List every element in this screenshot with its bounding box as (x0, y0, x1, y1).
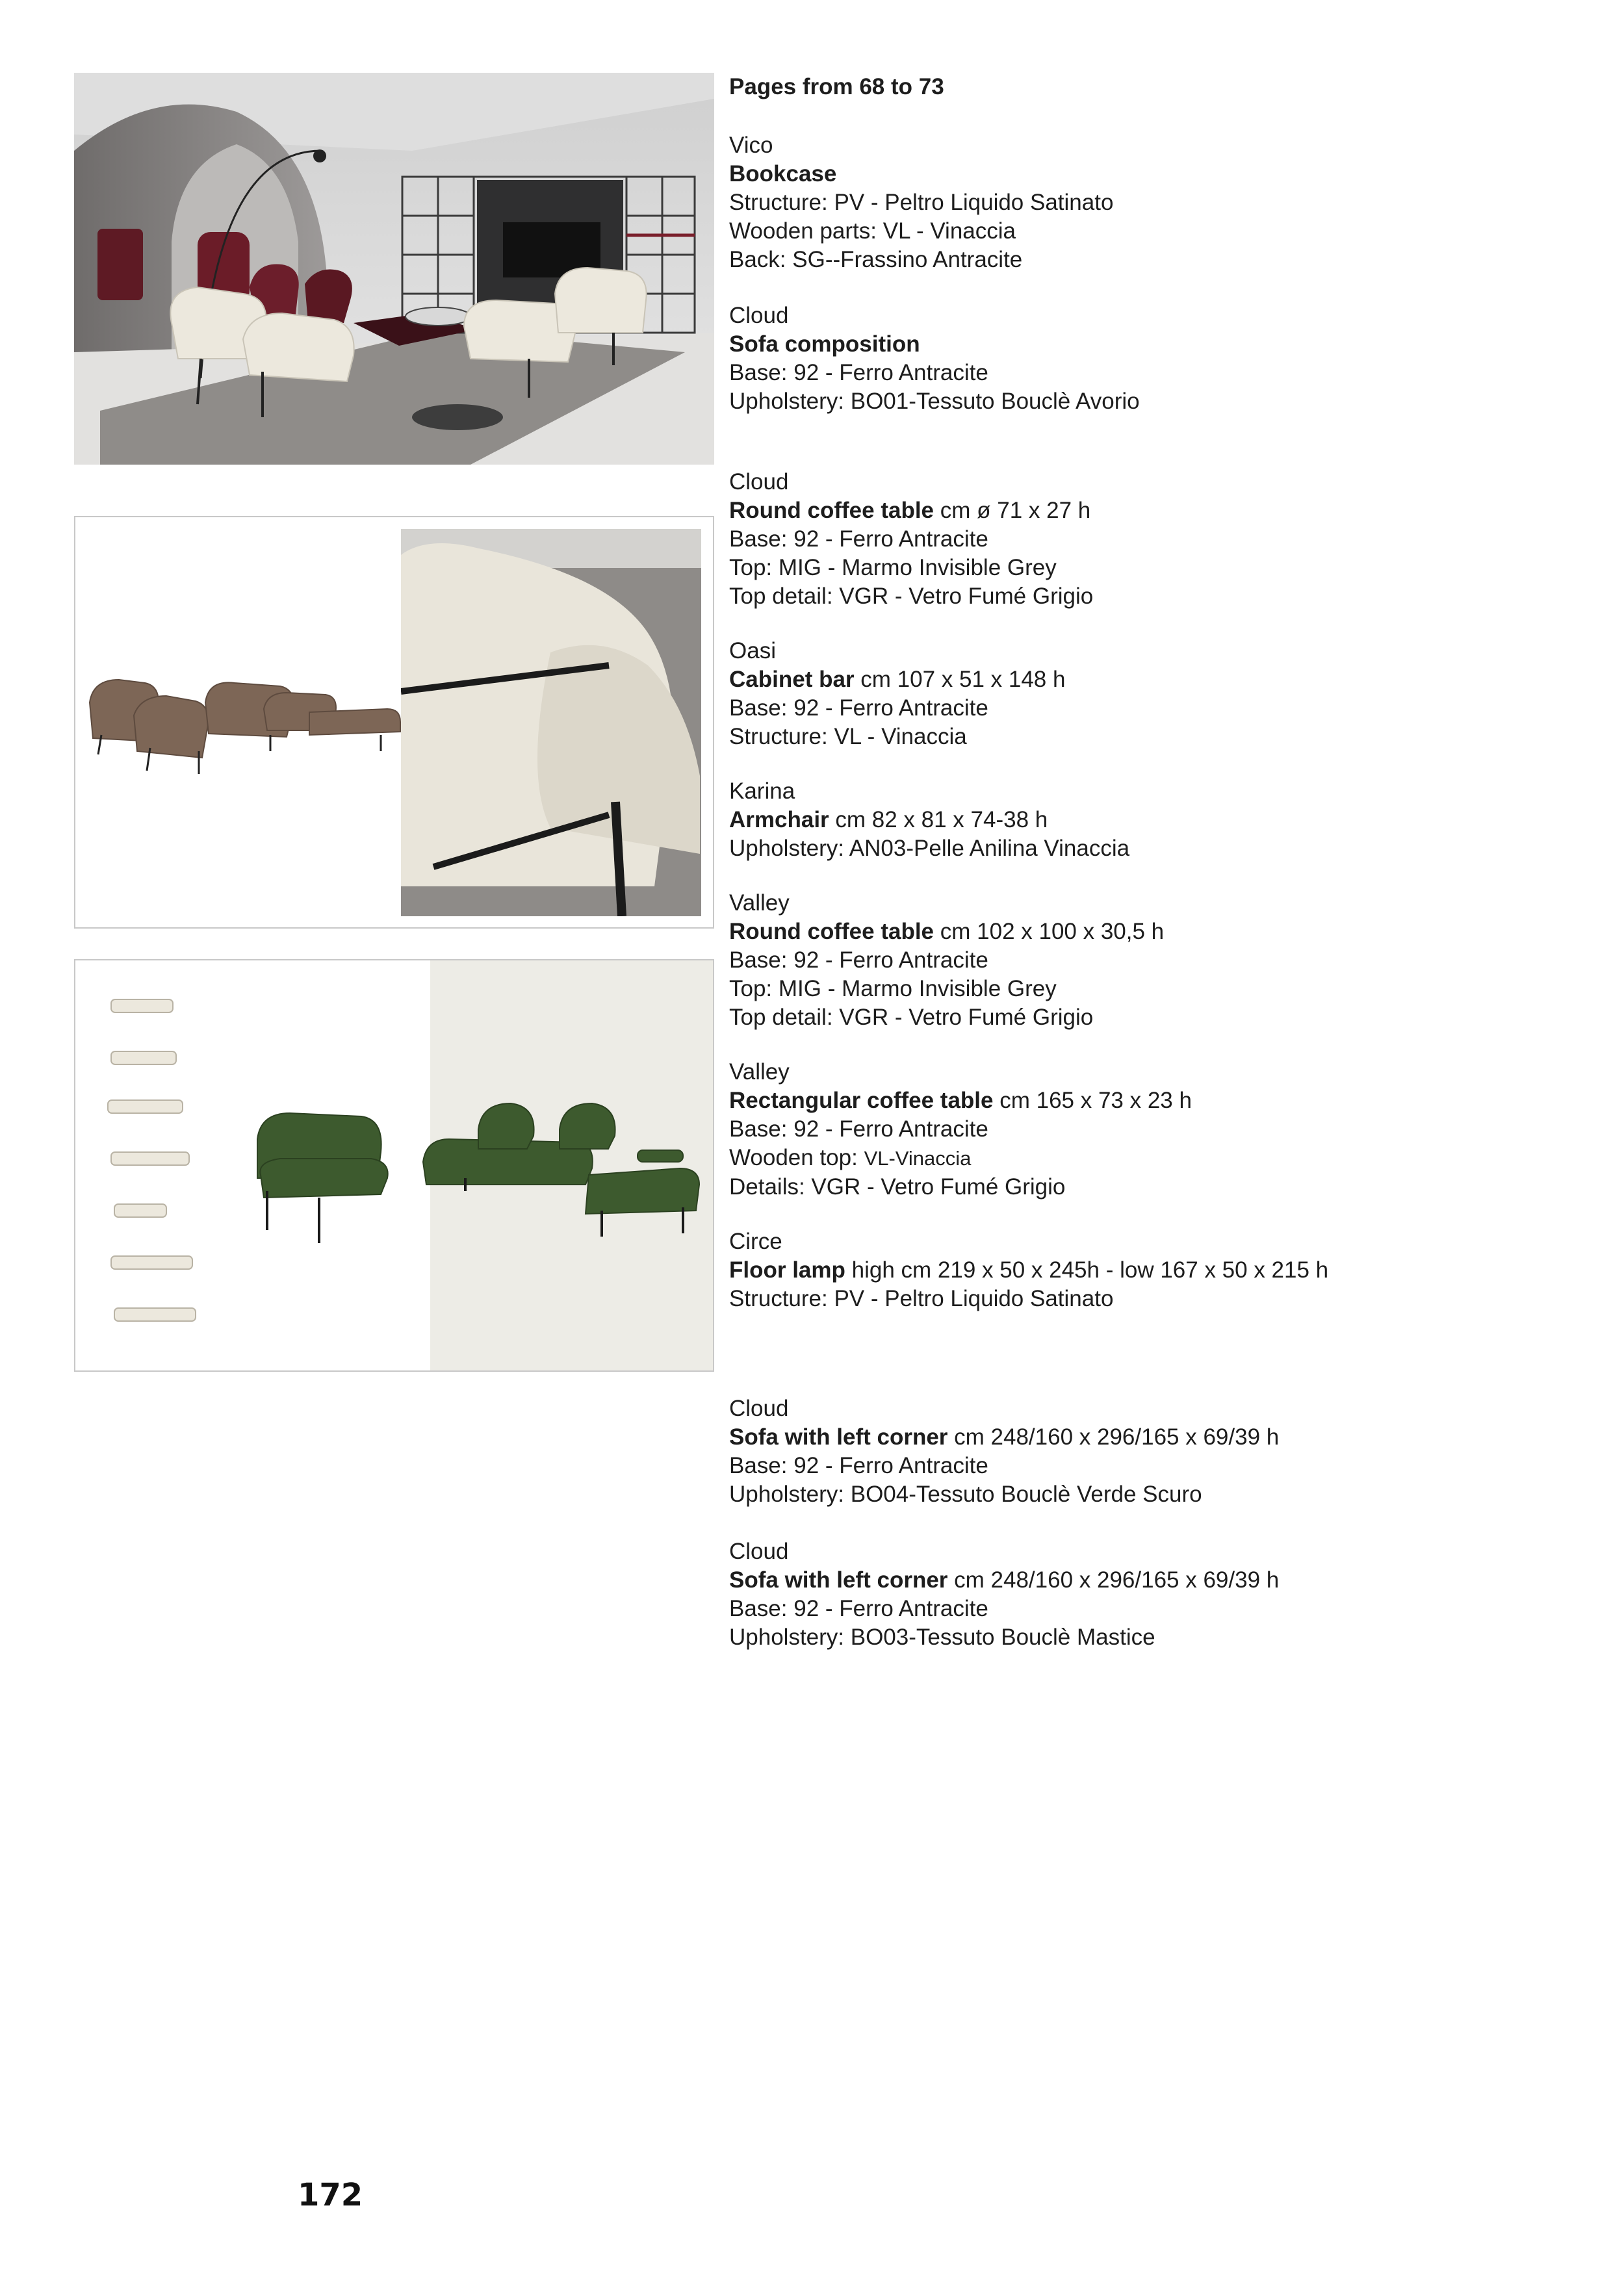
spec-line: Wooden top: VL-Vinaccia (729, 1145, 972, 1170)
product-dims: cm 248/160 x 296/165 x 69/39 h (947, 1567, 1280, 1593)
spec-line: Top: MIG - Marmo Invisible Grey (729, 976, 1057, 1001)
spec-line: Base: 92 - Ferro Antracite (729, 360, 988, 385)
spec-line: Top: MIG - Marmo Invisible Grey (729, 555, 1057, 580)
spec-line: Back: SG--Frassino Antracite (729, 247, 1023, 272)
spec-line: Base: 92 - Ferro Antracite (729, 695, 988, 721)
collection-name: Vico (729, 133, 773, 158)
collection-name: Cloud (729, 469, 789, 495)
pages-range-heading: Pages from 68 to 73 (729, 74, 944, 99)
product-dims: high cm 219 x 50 x 245h - low 167 x 50 x 215 h (845, 1257, 1329, 1283)
collection-name: Valley (729, 890, 790, 916)
spec-line: Upholstery: BO04-Tessuto Bouclè Verde Scuro (729, 1482, 1202, 1507)
product-dims: cm ø 71 x 27 h (934, 498, 1091, 523)
spec-line: Wooden parts: VL - Vinaccia (729, 218, 1016, 244)
product-dims: cm 248/160 x 296/165 x 69/39 h (947, 1424, 1280, 1450)
product-name: Rectangular coffee table (729, 1088, 994, 1113)
product-name: Floor lamp (729, 1257, 845, 1283)
spec-line: Structure: VL - Vinaccia (729, 724, 967, 749)
collection-name: Cloud (729, 303, 789, 328)
caption-circe-floor-lamp (729, 1228, 1593, 1313)
spec-line: Structure: PV - Peltro Liquido Satinato (729, 190, 1114, 215)
sofa-closeup-photo (401, 529, 701, 916)
caption-oasi-cabinet-bar (729, 637, 1593, 751)
collection-name: Oasi (729, 638, 776, 663)
product-dims: cm 107 x 51 x 148 h (854, 667, 1066, 692)
spec-line: Upholstery: AN03-Pelle Anilina Vinaccia (729, 836, 1130, 861)
product-captions (729, 73, 1593, 1652)
collection-name: Cloud (729, 1396, 789, 1421)
caption-cloud-sofa-left-corner-mastice (729, 1537, 1593, 1652)
caption-valley-round-coffee-table (729, 889, 1593, 1032)
product-dims: cm 102 x 100 x 30,5 h (934, 919, 1165, 944)
collection-name: Circe (729, 1229, 782, 1254)
caption-cloud-sofa-left-corner-green (729, 1395, 1593, 1509)
spec-line: Top detail: VGR - Vetro Fumé Grigio (729, 1005, 1094, 1030)
collection-name: Cloud (729, 1539, 789, 1564)
brown-sofa-frame (74, 516, 714, 929)
spec-line: Upholstery: BO03-Tessuto Bouclè Mastice (729, 1625, 1155, 1650)
product-name: Round coffee table (729, 498, 934, 523)
spec-line: Top detail: VGR - Vetro Fumé Grigio (729, 584, 1094, 609)
product-name: Round coffee table (729, 919, 934, 944)
spec-line: Base: 92 - Ferro Antracite (729, 1453, 988, 1478)
page-number: 172 (298, 2177, 363, 2213)
caption-cloud-sofa-composition (729, 302, 1593, 416)
green-sofa-frame (74, 959, 714, 1372)
spec-line: Base: 92 - Ferro Antracite (729, 1596, 988, 1621)
spec-line: Base: 92 - Ferro Antracite (729, 947, 988, 973)
caption-vico-bookcase (729, 131, 1593, 274)
living-room-photo (74, 73, 714, 465)
caption-cloud-round-coffee-table (729, 468, 1593, 611)
product-name: Sofa with left corner (729, 1567, 948, 1593)
product-dims: cm 82 x 81 x 74-38 h (829, 807, 1048, 832)
product-name: Bookcase (729, 161, 837, 186)
product-name: Cabinet bar (729, 667, 855, 692)
spec-line: Details: VGR - Vetro Fumé Grigio (729, 1174, 1066, 1200)
caption-valley-rectangular-coffee-table (729, 1058, 1593, 1202)
product-name: Armchair (729, 807, 829, 832)
collection-name: Karina (729, 778, 795, 804)
spec-line: Structure: PV - Peltro Liquido Satinato (729, 1286, 1114, 1311)
collection-name: Valley (729, 1059, 790, 1085)
product-name: Sofa composition (729, 331, 920, 357)
product-dims: cm 165 x 73 x 23 h (993, 1088, 1192, 1113)
spec-line: Base: 92 - Ferro Antracite (729, 526, 988, 552)
caption-karina-armchair (729, 777, 1593, 863)
product-name: Sofa with left corner (729, 1424, 948, 1450)
spec-line: Base: 92 - Ferro Antracite (729, 1116, 988, 1142)
spec-line: Upholstery: BO01-Tessuto Bouclè Avorio (729, 389, 1140, 414)
